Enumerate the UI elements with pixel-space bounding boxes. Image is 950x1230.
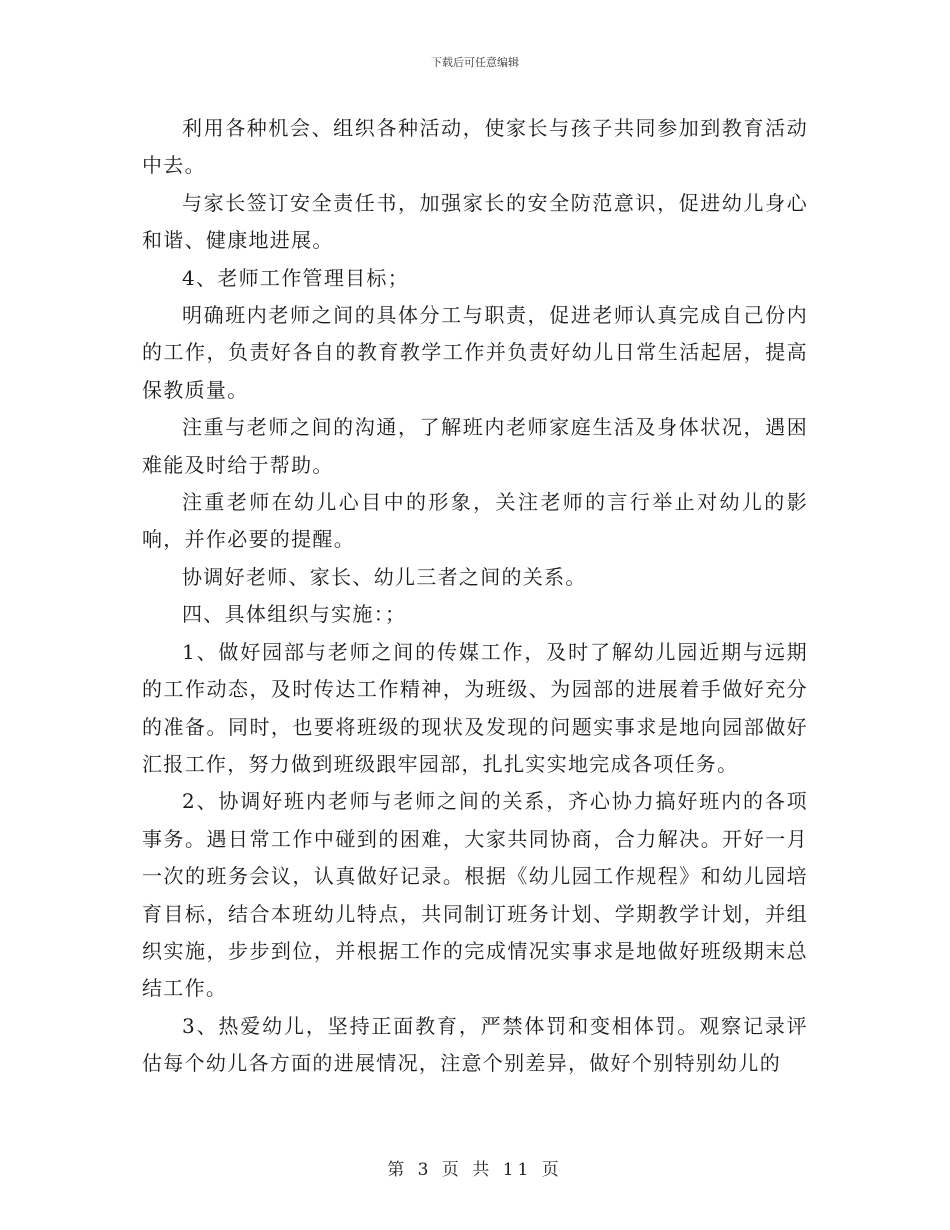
paragraph: 注重与老师之间的沟通，了解班内老师家庭生活及身体状况，遇困难能及时给于帮助。	[142, 415, 808, 477]
page-number: 第 3 页 共 11 页	[387, 1160, 563, 1180]
paragraph: 注重老师在幼儿心目中的形象，关注老师的言行举止对幼儿的影响，并作必要的提醒。	[142, 490, 808, 552]
document-body	[142, 110, 808, 1083]
paragraph: 2、协调好班内老师与老师之间的关系，齐心协力搞好班内的各项事务。遇日常工作中碰到的困难，大家共同协商，合力解决。开好一月一次的班务会议，认真做好记录。根据《幼儿园工作规程》和幼儿园培育目标，结合本班幼儿特点，共同制订班务计划、学期教学计划，并组织实施，步步到位，并根据工作的完成情况实事求是地做好班级期末总结工作。	[142, 789, 808, 1001]
paragraph: 协调好老师、家长、幼儿三者之间的关系。	[182, 564, 587, 589]
paragraph: 与家长签订安全责任书，加强家长的安全防范意识，促进幼儿身心和谐、健康地进展。	[142, 190, 808, 253]
paragraph: 利用各种机会、组织各种活动，使家长与孩子共同参加到教育活动中去。	[142, 116, 808, 178]
paragraph: 明确班内老师之间的具体分工与职责，促进老师认真完成自己份内的工作，负责好各自的教育教学工作并负责好幼儿日常生活起居，提高保教质量。	[142, 303, 808, 402]
paragraph: 1、做好园部与老师之间的传媒工作，及时了解幼儿园近期与远期的工作动态，及时传达工作精神，为班级、为园部的进展着手做好充分的准备。同时，也要将班级的现状及发现的问题实事求是地向园部做好汇报工作，努力做到班级跟牢园部，扎扎实实地完成各项任务。	[142, 639, 808, 776]
paragraph: 3、热爱幼儿，坚持正面教育，严禁体罚和变相体罚。观察记录评估每个幼儿各方面的进展情况，注意个别差异，做好个别特别幼儿的	[142, 1013, 808, 1076]
header-note: 下载后可任意编辑	[431, 56, 519, 69]
section-heading: 4、老师工作管理目标；	[182, 265, 410, 290]
section-heading: 四、具体组织与实施：；	[182, 602, 407, 627]
